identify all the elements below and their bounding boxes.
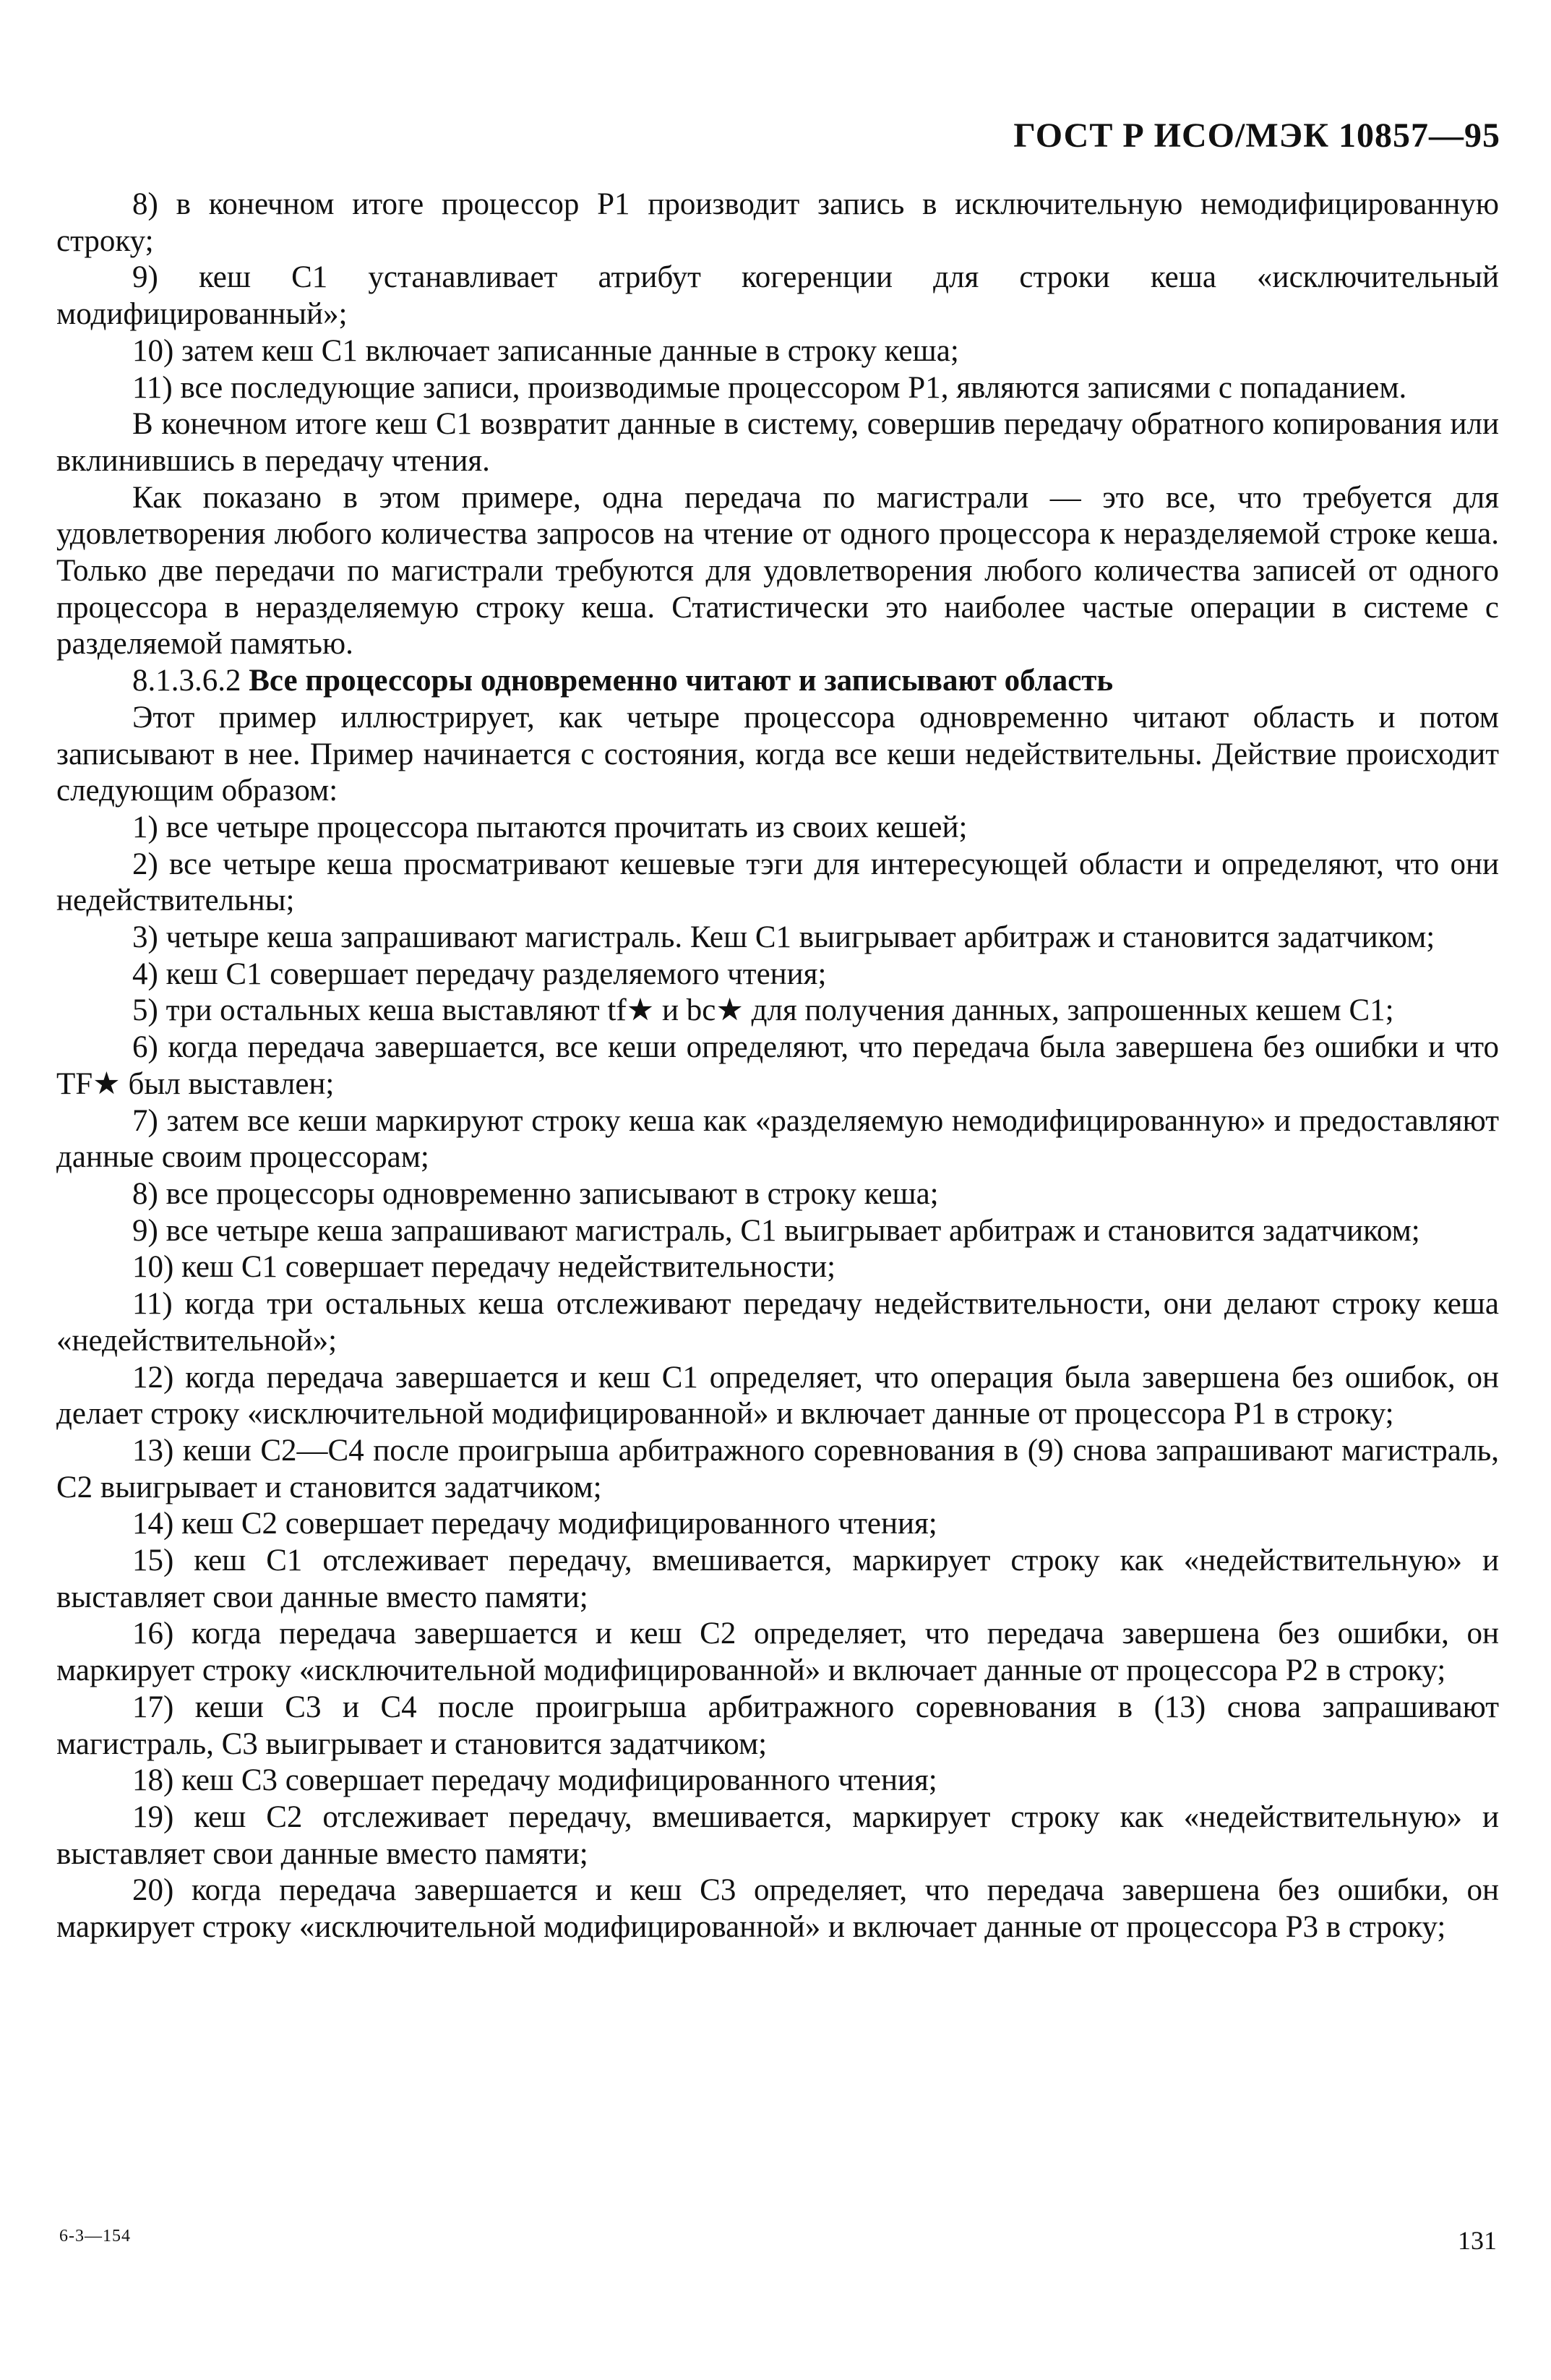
- list-item: 20) когда передача завершается и кеш С3 определяет, что передача завершена без ошибки, он маркирует строку «исключительной модифицированной» и включает данные от процессора Р3 в строку;: [56, 1873, 1499, 1945]
- list-item: 18) кеш С3 совершает передачу модифицированного чтения;: [132, 1763, 937, 1798]
- list-item: 17) кеши С3 и С4 после проигрыша арбитражного соревнования в (13) снова запрашивают магистраль, С3 выигрывает и становится задатчиком;: [56, 1690, 1499, 1761]
- paragraph: 9) кеш С1 устанавливает атрибут когеренции для строки кеша «исключительный модифицированный»;: [56, 260, 1499, 332]
- list-item: 6) когда передача завершается, все кеши определяют, что передача была завершена без ошибки и что TF★ был выставлен;: [56, 1030, 1499, 1101]
- document-body: [56, 187, 1499, 1946]
- list-item: 16) когда передача завершается и кеш С2 определяет, что передача завершена без ошибки, он маркирует строку «исключительной модифицированной» и включает данные от процессора Р2 в строку;: [56, 1617, 1499, 1688]
- list-item: 3) четыре кеша запрашивают магистраль. Кеш С1 выигрывает арбитраж и становится задатчиком;: [132, 920, 1435, 955]
- list-item: 5) три остальных кеша выставляют tf★ и bc★ для получения данных, запрошенных кешем С1;: [132, 993, 1394, 1028]
- list-item: 13) кеши С2—С4 после проигрыша арбитражного соревнования в (9) снова запрашивают магистраль, С2 выигрывает и становится задатчиком;: [56, 1433, 1499, 1504]
- list-item: 15) кеш С1 отслеживает передачу, вмешивается, маркирует строку как «недействительную» и выставляет свои данные вместо памяти;: [56, 1544, 1499, 1614]
- list-item: 14) кеш С2 совершает передачу модифицированного чтения;: [132, 1507, 937, 1541]
- list-item: 7) затем все кеши маркируют строку кеша как «разделяемую немодифицированную» и предоставляют данные своим процессорам;: [56, 1103, 1499, 1175]
- list-item: 9) все четыре кеша запрашивают магистраль, С1 выигрывает арбитраж и становится задатчиком;: [132, 1213, 1420, 1248]
- list-item: 8) все процессоры одновременно записывают в строку кеша;: [132, 1176, 939, 1211]
- list-item: 2) все четыре кеша просматривают кешевые тэги для интересующей области и определяют, что они недействительны;: [56, 847, 1499, 918]
- list-item: 4) кеш С1 совершает передачу разделяемого чтения;: [132, 956, 827, 991]
- paragraph: Этот пример иллюстрирует, как четыре процессора одновременно читают область и потом записывают в нее. Пример начинается с состояния, когда все кеши недействительны. Действие происходит следующим образом:: [56, 700, 1499, 808]
- section-number: 8.1.3.6.2: [132, 664, 241, 698]
- list-item: 19) кеш С2 отслеживает передачу, вмешивается, маркирует строку как «недействительную» и выставляет свои данные вместо памяти;: [56, 1799, 1499, 1871]
- paragraph: 10) затем кеш С1 включает записанные данные в строку кеша;: [132, 333, 959, 368]
- list-item: 11) когда три остальных кеша отслеживают передачу недействительности, они делают строку кеша «недействительной»;: [56, 1287, 1499, 1358]
- footer-print-code: 6-3—154: [59, 2227, 131, 2246]
- list-item: 12) когда передача завершается и кеш С1 определяет, что операция была завершена без ошибок, он делает строку «исключительной модифицированной» и включает данные от процессора Р1 в строку;: [56, 1360, 1499, 1431]
- list-item: 1) все четыре процессора пытаются прочитать из своих кешей;: [132, 810, 968, 844]
- paragraph: В конечном итоге кеш С1 возвратит данные в систему, совершив передачу обратного копирования или вклинившись в передачу чтения.: [56, 407, 1499, 478]
- paragraph: 8) в конечном итоге процессор Р1 производит запись в исключительную немодифицированную строку;: [56, 187, 1499, 258]
- section-heading: [56, 663, 1499, 700]
- paragraph: Как показано в этом примере, одна передача по магистрали — это все, что требуется для удовлетворения любого количества запросов на чтение от одного процессора к неразделяемой строке кеша. Только две передачи по магистрали требуются для удовлетворения любого количества записей от одного процессора в неразделяемую строку кеша. Статистически это наиболее частые операции в системе с разделяемой памятью.: [56, 480, 1499, 662]
- paragraph: 11) все последующие записи, производимые процессором Р1, являются записями с попаданием.: [132, 370, 1407, 405]
- page-header-title: ГОСТ Р ИСО/МЭК 10857—95: [1013, 116, 1500, 155]
- list-item: 10) кеш С1 совершает передачу недействительности;: [132, 1250, 836, 1285]
- section-title: Все процессоры одновременно читают и записывают область: [249, 664, 1114, 698]
- page-number: 131: [1458, 2226, 1497, 2255]
